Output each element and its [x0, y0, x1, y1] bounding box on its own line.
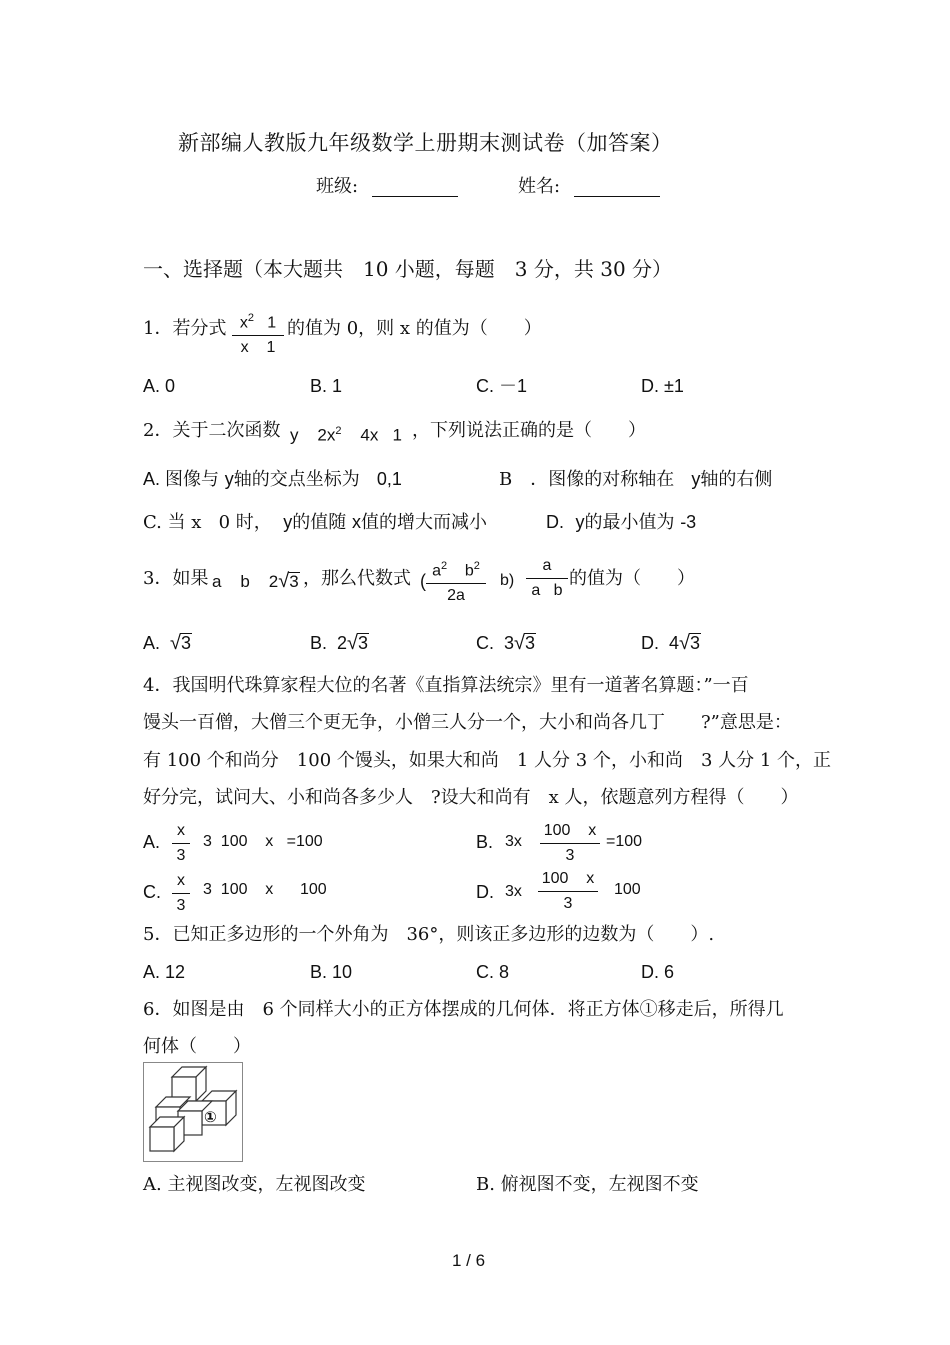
page-number: 1 / 6 [452, 1251, 486, 1270]
cube-drawing [144, 1063, 242, 1161]
q4-option-d-label: D. [476, 882, 494, 902]
q4-line-3: 有 100 个和尚分 100 个馒头，如果大和尚 1 人分 3 个，小和尚 3 人分 1 个，正 [143, 750, 832, 771]
q1-option-c: C. －1 [476, 376, 528, 396]
class-label: 班级: [316, 176, 359, 197]
q6-line-2: 何体（ ） [143, 1036, 251, 1057]
q2-option-b: B ．图像的对称轴在 y轴的右侧 [499, 469, 773, 490]
q4-option-c-rest: 3 100 x 100 [203, 881, 327, 898]
name-label: 姓名: [518, 176, 561, 197]
section-heading: 一、选择题（本大题共 10 小题，每题 3 分，共 30 分） [143, 257, 673, 281]
q3-paren-open: ( [420, 571, 426, 591]
q1-suffix: 的值为 0，则 x 的值为（ ） [287, 318, 542, 339]
q4-option-b-fraction: 100 x 3 [540, 821, 600, 866]
q4-option-b-pre: 3x [505, 833, 522, 850]
q3-option-a: A. √3 [143, 632, 192, 654]
q6-line-1: 6．如图是由 6 个同样大小的正方体摆成的几何体．将正方体①移走后，所得几 [143, 999, 784, 1020]
q1-option-b: B. 1 [310, 376, 343, 396]
q4-option-a-fraction: x 3 [172, 821, 190, 866]
q5-option-a: A. 12 [143, 962, 186, 982]
q2-expression: y $2x^2$ 4x 1 [290, 425, 403, 445]
q4-option-c-fraction: x 3 [172, 871, 190, 916]
q4-option-b-rest: =100 [606, 833, 643, 850]
q5-option-b: B. 10 [310, 962, 353, 982]
q1-option-a: A. 0 [143, 376, 176, 396]
q3-prefix: 3．如果 [143, 568, 209, 589]
q3-option-c: C. 3√3 [476, 632, 536, 654]
q3-option-b: B. 2√3 [310, 632, 369, 654]
cube-figure [143, 1062, 243, 1162]
q2-option-a: A. 图像与 y轴的交点坐标为 0,1 [143, 469, 402, 490]
q3-b-close: b) [500, 572, 515, 589]
q3-mid: ，那么代数式 [303, 568, 411, 589]
class-blank [372, 196, 458, 197]
q4-line-2: 馒头一百僧，大僧三个更无争，小僧三人分一个，大小和尚各几丁 ?”意思是： [143, 712, 792, 733]
page-title: 新部编人教版九年级数学上册期末测试卷（加答案） [178, 131, 673, 155]
q6-option-b: B. 俯视图不变，左视图不变 [476, 1174, 699, 1195]
name-blank [574, 196, 660, 197]
q4-option-d-rest: 100 [614, 881, 641, 898]
q5-option-d: D. 6 [641, 962, 675, 982]
q2-option-d: D. y的最小值为 -3 [546, 512, 697, 533]
q4-line-4: 好分完，试问大、小和尚各多少人 ?设大和尚有 x 人，依题意列方程得（ ） [143, 787, 799, 808]
q4-option-b-label: B. [476, 832, 494, 852]
q3-option-d: D. 4√3 [641, 632, 701, 654]
q2-prefix: 2．关于二次函数 [143, 420, 281, 441]
q4-option-a-label: A. [143, 832, 161, 852]
q1-fraction: $x^2$ 1 x 1 [232, 308, 284, 358]
q5-option-c: C. 8 [476, 962, 510, 982]
q4-option-c-label: C. [143, 882, 161, 902]
q5-text: 5．已知正多边形的一个外角为 36°，则该正多边形的边数为（ ）. [143, 924, 715, 945]
q2-option-c: C. 当 x 0 时， y的值随 x值的增大而减小 [143, 512, 487, 533]
q6-option-a: A. 主视图改变，左视图改变 [143, 1174, 366, 1195]
q3-fraction-1: $a^2$ $b^2$ 2a [426, 556, 486, 606]
q3-condition: a b 2√3 [212, 570, 299, 592]
q1-option-d: D. ±1 [641, 376, 684, 396]
q4-option-a-rest: 3 100 x =100 [203, 833, 323, 850]
q4-line-1: 4．我国明代珠算家程大位的名著《直指算法统宗》里有一道著名算题：”一百 [143, 675, 749, 696]
q1-prefix: 1．若分式 [143, 318, 227, 339]
q4-option-d-pre: 3x [505, 883, 522, 900]
q4-option-d-fraction: 100 x 3 [538, 869, 598, 914]
q3-fraction-2: a a b [526, 556, 568, 601]
cube-label: ① [204, 1109, 217, 1126]
q2-suffix: ，下列说法正确的是（ ） [412, 420, 646, 441]
q3-suffix: 的值为（ ） [569, 568, 695, 589]
